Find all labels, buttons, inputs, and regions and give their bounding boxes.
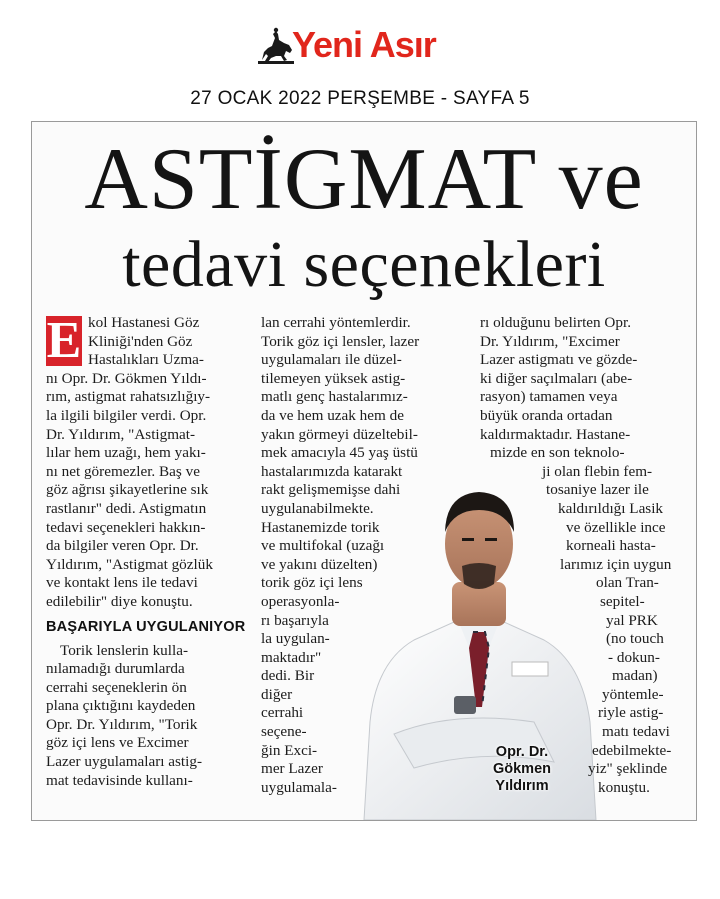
text-line: mat tedavisinde kullanı- xyxy=(46,771,193,789)
text-line: torik göz içi lens xyxy=(261,574,363,592)
text-line: - dokun- xyxy=(608,648,660,666)
text-line: korneali hasta- xyxy=(566,537,656,555)
caption-line: Gökmen xyxy=(492,761,551,777)
text-line: kol Hastanesi Göz xyxy=(88,314,200,331)
text-line: (no touch xyxy=(606,630,664,648)
caption-line: Opr. Dr. xyxy=(495,744,549,760)
masthead xyxy=(0,22,720,72)
text-line: riyle astig- xyxy=(598,704,664,722)
text-line: matlı genç hastalarımız- xyxy=(261,388,408,406)
article-column-1 xyxy=(46,314,246,790)
headline-line-1: ASTİGMAT ve xyxy=(84,131,644,228)
text-line: yakın görmeyi düzeltebil- xyxy=(261,425,418,443)
text-line: ve kontakt lens ile tedavi xyxy=(46,574,198,592)
text-line: Dr. Yıldırım, "Excimer xyxy=(480,332,620,350)
text-line: Hastalıkları Uzma- xyxy=(88,351,204,369)
text-line: tedavi seçenekleri hakkın- xyxy=(46,518,206,536)
text-line: mer Lazer xyxy=(261,760,323,778)
text-line: tosaniye lazer ile xyxy=(546,481,649,499)
text-line: nılamadığı durumlarda xyxy=(46,660,185,678)
text-line: tilemeyen yüksek astig- xyxy=(261,369,406,387)
text-line: la ilgili bilgiler verdi. Opr. xyxy=(46,406,207,424)
text-line: Dr. Yıldırım, "Astigmat- xyxy=(46,425,196,443)
text-line: da bilgiler veren Opr. Dr. xyxy=(46,537,199,555)
text-line: Kliniği'nden Göz xyxy=(88,332,193,350)
text-line: plana çıktığını kaydeden xyxy=(46,697,196,715)
photo-caption xyxy=(472,744,572,795)
text-line: nı Opr. Dr. Gökmen Yıldı- xyxy=(46,369,207,387)
article-clip xyxy=(31,121,697,821)
text-line: ji olan flebin fem- xyxy=(542,462,653,480)
subheading: BAŞARIYLA UYGULANIYOR xyxy=(46,618,246,635)
text-line: göz içi lens ve Excimer xyxy=(46,734,189,752)
horse-rider-icon xyxy=(256,26,296,66)
text-line: yiz" şeklinde xyxy=(588,760,668,778)
text-line: rı başarıyla xyxy=(261,611,329,629)
text-line: Torik göz içi lensler, lazer xyxy=(261,332,420,350)
text-line: da ve hem uzak hem de xyxy=(261,406,404,424)
text-line: mizde en son teknolo- xyxy=(490,444,625,462)
text-line: seçene- xyxy=(261,723,307,741)
text-line: matı tedavi xyxy=(602,723,670,741)
text-line: Lazer astigmatı ve gözde- xyxy=(480,351,638,369)
text-line: rakt gelişmemişse dahi xyxy=(261,481,401,499)
text-line: Opr. Dr. Yıldırım, "Torik xyxy=(46,715,198,733)
text-line: rastlanır" dedi. Astigmatın xyxy=(46,499,207,517)
text-line: göz ağrısı şikayetlerine sık xyxy=(46,481,209,499)
article-column-3 xyxy=(480,314,690,797)
text-line: uygulamala- xyxy=(261,778,337,796)
text-line: cerrahi seçeneklerin ön xyxy=(46,678,187,696)
text-line: Yıldırım, "Astigmat gözlük xyxy=(46,555,213,573)
text-line: ve yakını düzelten) xyxy=(261,555,378,573)
text-line: ki diğer saçılmaları (abe- xyxy=(480,369,633,387)
text-line: ve özellikle ince xyxy=(566,518,666,536)
text-line: rasyon) tamamen veya xyxy=(480,388,618,406)
text-line: operasyonla- xyxy=(261,592,340,610)
drop-cap: E xyxy=(46,312,82,369)
text-line: sepitel- xyxy=(600,592,645,610)
text-line: olan Tran- xyxy=(596,574,659,592)
text-line: kaldırmaktadır. Hastane- xyxy=(480,425,631,443)
text-line: hastalarımızda katarakt xyxy=(261,462,403,480)
text-line: uygulamaları ile düzel- xyxy=(261,351,402,369)
text-line: yal PRK xyxy=(606,611,658,629)
dateline: 27 OCAK 2022 PERŞEMBE - SAYFA 5 xyxy=(190,88,530,109)
text-line: madan) xyxy=(612,667,658,685)
headline-line-2: tedavi seçenekleri xyxy=(122,228,606,301)
newspaper-logo[interactable]: Yeni Asır xyxy=(292,24,436,65)
text-line: Lazer uygulamaları astig- xyxy=(46,753,203,771)
text-line: rım, astigmat rahatsızlığıy- xyxy=(46,388,211,406)
text-line: la uygulan- xyxy=(261,630,330,648)
text-line: lılar hem uzağı, hem yakı- xyxy=(46,444,206,462)
text-line: rı olduğunu belirten Opr. xyxy=(480,314,632,331)
text-line: nı net göremezler. Baş ve xyxy=(46,462,200,480)
text-line: Hastanemizde torik xyxy=(261,518,380,536)
text-line: edilebilir" diye konuştu. xyxy=(46,592,193,610)
text-line: mek amacıyla 45 yaş üstü xyxy=(261,444,418,462)
text-line: larımız için uygun xyxy=(560,555,672,573)
text-line: ve multifokal (uzağı xyxy=(261,537,385,555)
text-line: Torik lenslerin kulla- xyxy=(60,641,188,659)
text-line: cerrahi xyxy=(261,704,304,722)
text-line: kaldırıldığı Lasik xyxy=(558,499,664,517)
text-line: konuştu. xyxy=(598,778,650,796)
text-line: diğer xyxy=(261,685,293,703)
text-line: büyük oranda ortadan xyxy=(480,406,613,424)
text-line: dedi. Bir xyxy=(261,667,315,685)
caption-line: Yıldırım xyxy=(495,778,549,794)
text-line: maktadır" xyxy=(261,648,322,666)
text-line: edebilmekte- xyxy=(592,741,672,759)
text-line: ğin Exci- xyxy=(261,741,318,759)
text-line: yöntemle- xyxy=(602,685,664,703)
text-line: lan cerrahi yöntemlerdir. xyxy=(261,314,411,331)
text-line: uygulanabilmekte. xyxy=(261,499,374,517)
